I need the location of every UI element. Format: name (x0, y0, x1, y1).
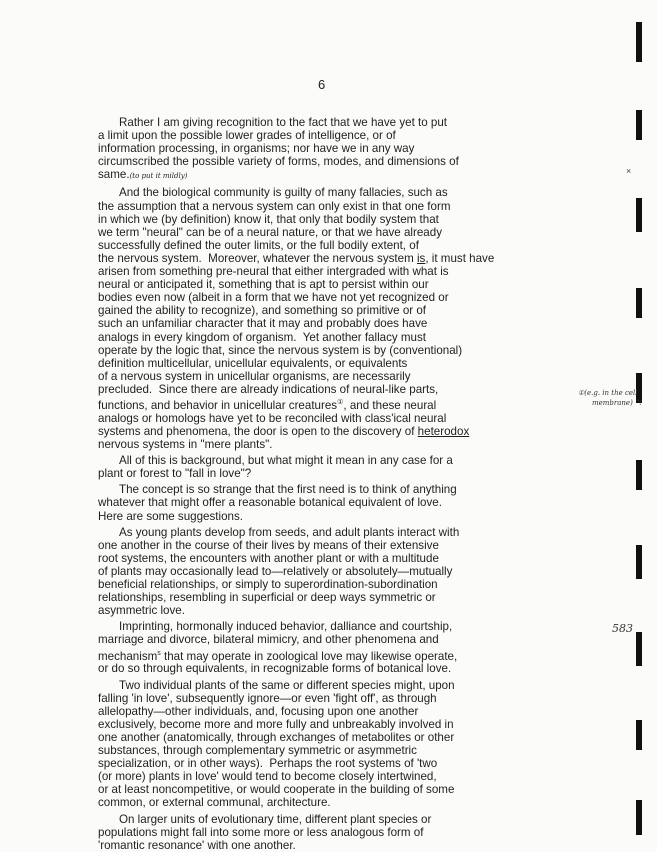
margin-note: "! (636, 399, 643, 407)
text-line: common, or external communal, architecture. (98, 796, 331, 810)
text-line: or do so through equivalents, in recognizable forms of botanical love. (98, 662, 452, 676)
margin-note: membrane) (592, 399, 633, 407)
text-line: whatever that might offer a reasonable botanical equivalent of love. (98, 496, 442, 510)
margin-code: 583 (612, 622, 633, 635)
text-line: The concept is so strange that the first need is to think of anything (119, 483, 457, 497)
text-line: analogs in every kingdom of organism. Yet another fallacy must (98, 330, 427, 344)
scan-bar (636, 288, 642, 318)
text-line: neural or anticipated it, something that is apt to persist within our (98, 278, 429, 292)
text-line: Here are some suggestions. (98, 509, 243, 523)
text-line: definition multicellular, unicellular equivalents, or equivalents (98, 356, 408, 370)
text-line: asymmetric love. (98, 604, 185, 618)
text-line: a limit upon the possible lower grades of intelligence, or of (98, 129, 396, 143)
text-line: Rather I am giving recognition to the fact that we have yet to put (119, 116, 448, 129)
text-line: information processing, in organisms; nor have we in any way (98, 142, 415, 156)
text-line: relationships, resembling in superficial or deep ways symmetric or (98, 591, 436, 605)
text-line: systems and phenomena, the door is open to the discovery of heterodox (98, 425, 470, 439)
page-number: 6 (318, 77, 326, 92)
text-line: populations might fall into some more or less analogous form of (98, 825, 424, 839)
text-line: analogs or homologs have yet to be reconciled with class'ical neural (98, 411, 447, 425)
text-line: nervous systems in "mere plants". (98, 438, 273, 452)
text-line: bodies even now (albeit in a form that we have not yet recognized or (98, 291, 449, 305)
text-line: allelopathy—other individuals, and, focusing upon one another (98, 704, 419, 718)
text-line: operate by the logic that, since the nervous system is by (conventional) (98, 343, 463, 357)
text-line: successfully defined the outer limits, or the full bodily extent, of (98, 238, 419, 252)
margin-note: ①(e.g. in the cell (578, 389, 638, 397)
footnote-marker: ① (337, 398, 344, 406)
text-line: the assumption that a nervous system can only exist in that one form (98, 199, 451, 213)
text-line: root systems, the encounters with another plant or with a multitude (98, 551, 439, 565)
text-line: such an unfamiliar character that it may and probably does have (98, 317, 428, 331)
text-line: in which we (by definition) know it, that only that bodily system that (98, 212, 439, 226)
scan-bar (636, 800, 642, 835)
text-line: marriage and divorce, bilateral mimicry, and other phenomena and (98, 633, 439, 647)
text-line: functions, and behavior in unicellular creatures①, and these neural (98, 398, 437, 412)
text-line: falling 'in love', subsequently ignore—or even 'fight off', as through (98, 691, 437, 705)
text-line: exclusively, become more and more fully and unbreakably involved in (98, 717, 454, 731)
scan-bar (636, 22, 642, 62)
text-line: we term "neural" can be of a neural nature, or that we have already (98, 225, 443, 239)
text-line: substances, through complementary symmetric or asymmetric (98, 744, 417, 758)
text-line: All of this is background, but what might it mean in any case for a (119, 454, 453, 468)
text-line: beneficial relationships, or simply to superordination-subordination (98, 578, 438, 592)
text-line: or at least noncompetitive, or would cooperate in the building of some (98, 783, 455, 797)
footnote-marker: s (157, 649, 161, 657)
text-line: And the biological community is guilty of many fallacies, such as (119, 186, 448, 200)
handwritten-annotation: (to put it mildly) (129, 172, 188, 181)
text-line: of a nervous system in unicellular organisms, are necessarily (98, 369, 411, 383)
text-line: arisen from something pre-neural that either intergraded with what is (98, 265, 449, 279)
underlined-word: is (416, 251, 426, 265)
text-line: one another (anatomically, through exchanges of metabolites or other (98, 730, 455, 744)
text-line: 'romantic resonance' with one another. (98, 838, 296, 852)
text-line: circumscribed the possible variety of forms, modes, and dimensions of (98, 155, 459, 169)
text-line: specialization, or in other ways). Perhaps the root systems of 'two (98, 757, 438, 771)
text-line: precluded. Since there are already indications of neural-like parts, (98, 382, 439, 396)
underlined-word: heterodox (417, 425, 470, 439)
scan-bar (636, 110, 642, 140)
scan-bar (636, 198, 642, 232)
text-line: one another in the course of their lives by means of their extensive (98, 538, 439, 552)
text-line: gained the ability to recognize), and something so primitive or of (98, 304, 427, 318)
text-line: On larger units of evolutionary time, different plant species or (119, 812, 432, 826)
margin-mark: × (626, 166, 632, 176)
scan-bar (636, 460, 642, 490)
text-line: plant or forest to "fall in love"? (98, 467, 252, 481)
text-line: As young plants develop from seeds, and adult plants interact with (119, 525, 460, 539)
text-line: Imprinting, hormonally induced behavior, dalliance and courtship, (119, 620, 453, 634)
text-line: of plants may occasionally lead to—relatively or absolutely—mutually (98, 564, 453, 578)
text-line: same.(to put it mildly) (98, 168, 188, 182)
scan-bar (636, 545, 642, 579)
scan-bar (636, 720, 642, 750)
text-line: (or more) plants in love' would tend to become closely intertwined, (98, 770, 437, 784)
text-line: the nervous system. Moreover, whatever the nervous system is, it must have (98, 251, 495, 265)
text-line: mechanism$^s$ that may operate in zoological love may likewise operate, (98, 649, 458, 663)
body-text (98, 116, 598, 852)
text-line: Two individual plants of the same or different species might, upon (119, 678, 455, 692)
scan-bar (636, 632, 642, 666)
